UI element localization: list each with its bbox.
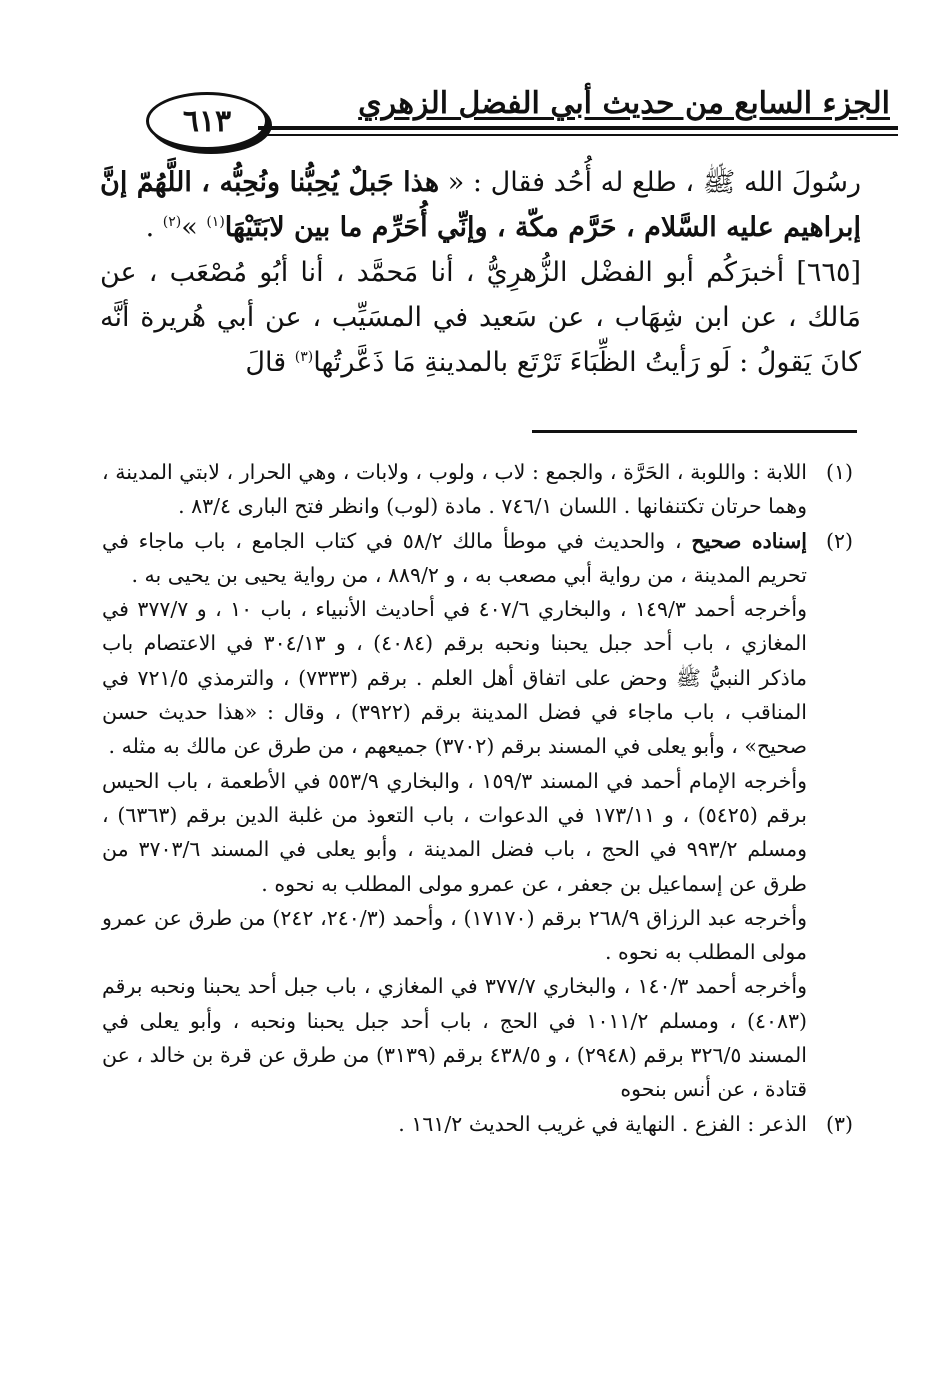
p1-intro: رسُولَ الله ﷺ ، طلع له أُحُد فقال : « [439,167,861,198]
footnote-text: وأخرجه الإمام أحمد في المسند ١٥٩/٣ ، والبخاري ٥٥٣/٩ في الأطعمة ، باب الحيس برقم (٥٤٢٥) ، و ١٧٣/١١ في الدعوات ، باب التعوذ من غلبة الدين برقم (٦٣٦٣) ، ومسلم ٩٩٣/٢ في الحج ، باب فضل المدينة ، وأبو يعلى في المسند ٣٧٠٣/٦ من طرق عن إسماعيل بن جعفر ، عن عمرو مولى المطلب به نحوه . [102,768,807,896]
footnote-text: الذعر : الفزع . النهاية في غريب الحديث ١٦١/٢ . [398,1111,807,1136]
footnote-text: وأخرجه عبد الرزاق ٢٦٨/٩ برقم (١٧١٧٠) ، وأحمد (٢٤٠/٣، ٢٤٢) من طرق عن عمرو مولى المطلب به نحوه . [102,905,807,965]
footnote-1 [102,455,853,524]
footnote-divider [532,430,857,433]
quote-close: » [181,212,207,243]
footnote-lead: إسناده صحيح [691,528,808,553]
header-rule [258,126,898,130]
paragraph-2 [100,250,861,385]
header-rule-thin [262,134,898,136]
footnote-text: اللابة : واللوبة ، الحَرَّة ، والجمع : لاب ، ولوب ، ولابات ، وهي الحرار ، لابتي المدينة ، وهما حرتان تكتنفانها . اللسان ٧٤٦/١ . مادة (لوب) وانظر فتح البارى ٨٣/٤ . [102,460,807,519]
footnote-line: ، والحديث في موطأ مالك ٥٨/٢ في كتاب الجامع ، باب ماجاء في تحريم المدينة ، من رواية أبي مصعب به ، و ٨٨٩/٢ ، من رواية يحيى بن يحيى به . [102,528,807,587]
footnote-2 [102,524,853,1107]
hadith-text: هذا جَبلٌ يُحِبُّنا ونُحِبُّه ، اللَّهُمّ إنَّ إبراهيم عليه السَّلام ، حَرَّم مكّة ، وإنِّي أُحَرِّم ما بين لابَتَيْهَا [100,167,861,243]
footnote-number: (٣) [825,1111,853,1136]
page-number: ٦١٣ [146,92,268,150]
footnote-text: وأخرجه أحمد ١٤٩/٣ ، والبخاري ٤٠٧/٦ في أحاديث الأنبياء ، باب ١٠ ، و ٣٧٧/٧ في المغازي ، باب أحد جبل يحبنا ونحبه برقم (٤٠٨٤) ، و ٣٠٤/١٣ في الاعتصام باب ماذكر النبيُّ ﷺ وحض على اتفاق أهل العلم . برقم (٧٣٣٣) ، والترمذي ٧٢١/٥ في المناقب ، باب ماجاء في فضل المدينة برقم (٣٩٢٢) ، وقال : «هذا حديث حسن صحيح» ، وأبو يعلى في المسند برقم (٣٧٠٢) جميعهم ، من طرق عن مالك به مثله . [102,597,808,759]
footnote-ref-1[interactable]: (١) [206,214,225,230]
running-title: الجزء السابع من حديث أبي الفضل الزهري [358,86,890,121]
main-text [100,160,861,385]
paragraph-1 [100,160,861,250]
page-header [138,84,898,154]
footnote-3 [102,1107,853,1141]
footnote-number: (١) [825,460,853,484]
p1-end: . [145,212,163,243]
footnote-number: (٢) [825,528,853,553]
footnotes [102,455,853,1141]
footnote-ref-2[interactable]: (٢) [162,214,182,230]
p2-text: [٦٦٥] أخبرَكُم أبو الفضْل الزُّهرِيُّ ، أنا مَحمَّد ، أنا أبُو مُصْعَب ، عن مَالك ، عن ابن شِهَاب ، عن سَعيد في المسَيِّب ، عن أبي هُريرة أنَّه كانَ يَقولُ : لَو رَأيتُ الظِّبَاءَ تَرْتَع بالمدينةِ مَا ذَعَّرتُها [100,257,861,378]
footnote-text: وأخرجه أحمد ١٤٠/٣ ، والبخاري ٣٧٧/٧ في المغازي ، باب جبل أحد يحبنا ونحبه برقم (٤٠٨٣) ، ومسلم ١٠١١/٢ في الحج ، باب أحد جبل يحبنا ونحبه ، وأبو يعلى في المسند ٣٢٦/٥ برقم (٢٩٤٨) ، و ٤٣٨/٥ برقم (٣١٣٩) من طرق عن قرة بن خالد ، عن قتادة ، عن أنس بنحوه [102,974,807,1102]
footnote-text [102,524,807,593]
footnote-ref-3[interactable]: (٣) [294,349,314,365]
p2-end: قالَ [245,347,295,378]
